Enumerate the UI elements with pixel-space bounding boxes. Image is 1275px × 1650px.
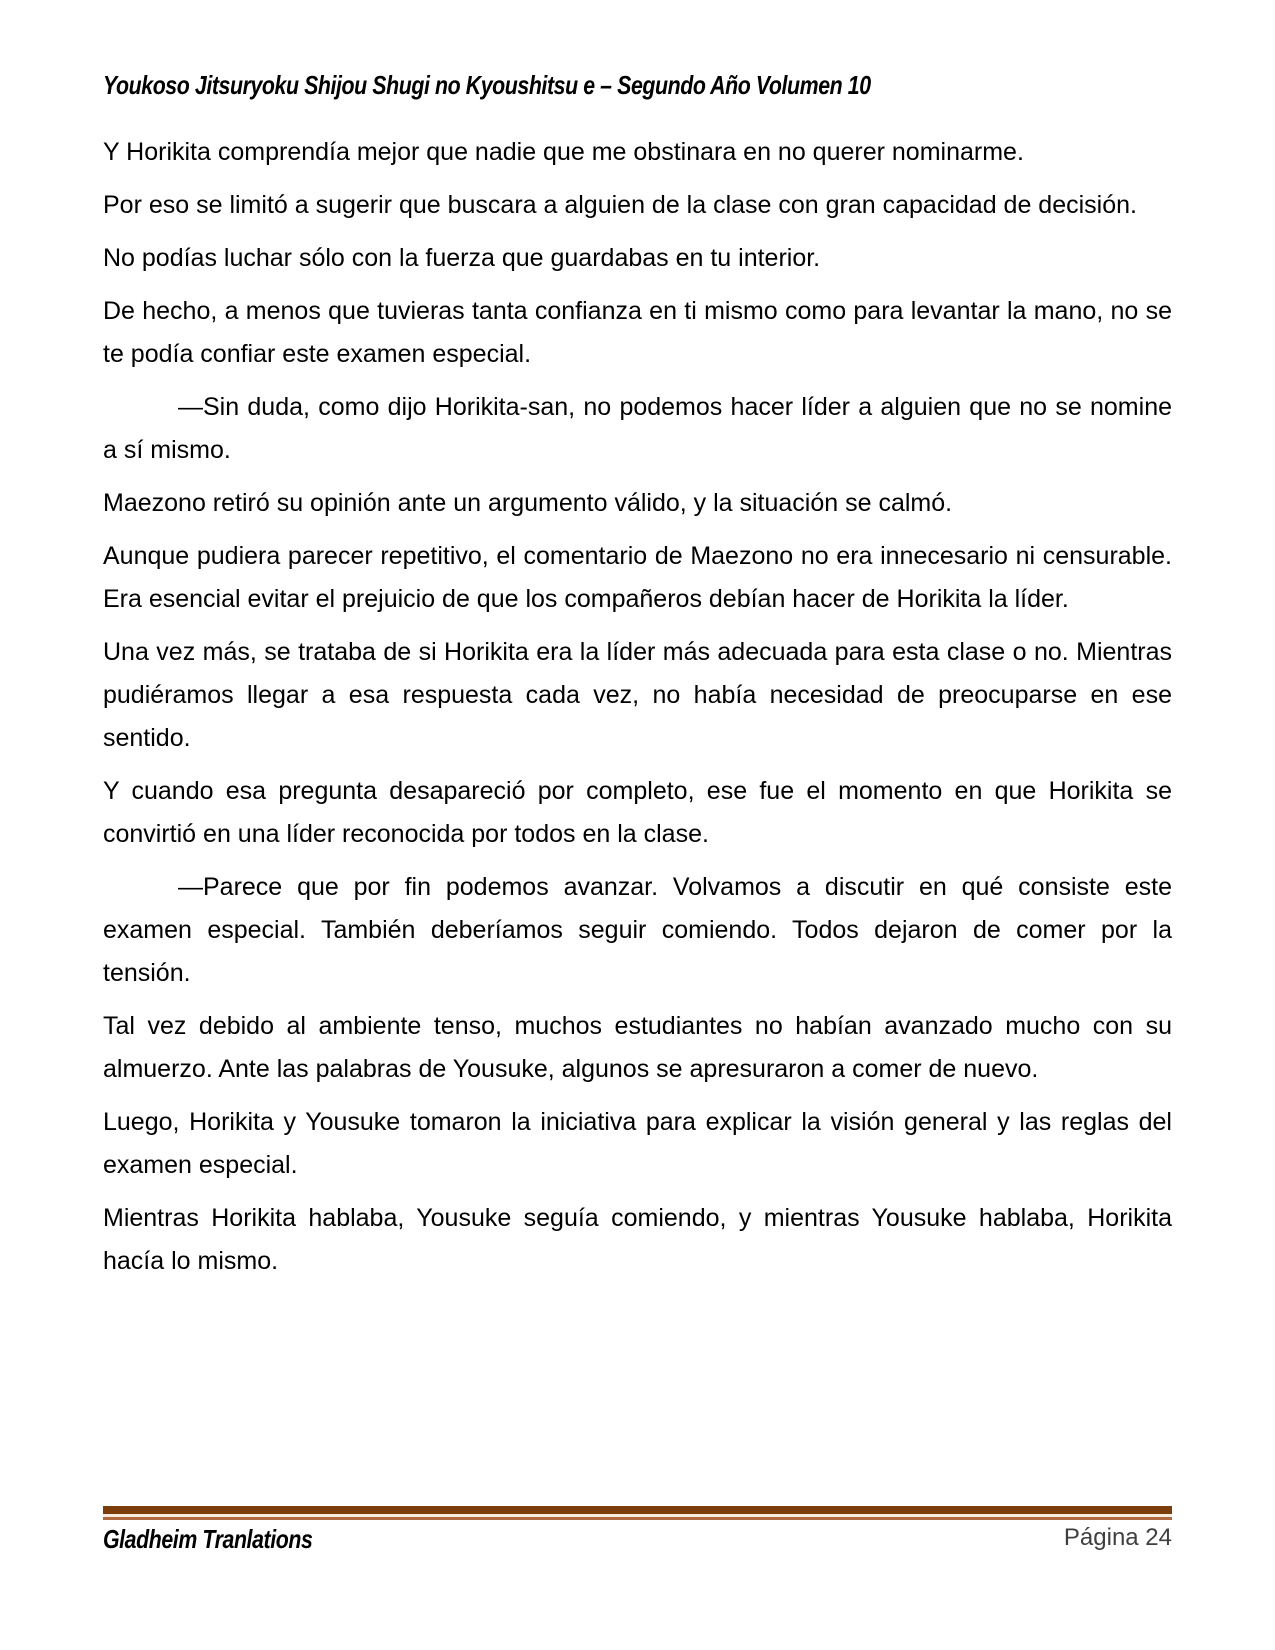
footer-rule-thin-line — [103, 1517, 1172, 1520]
paragraph: Tal vez debido al ambiente tenso, muchos estudiantes no habían avanzado mucho con su almuerzo. Ante las palabras de Yousuke, algunos se apresuraron a comer de nuevo. — [103, 1012, 1172, 1083]
page-header — [103, 70, 1172, 101]
paragraph: No podías luchar sólo con la fuerza que guardabas en tu interior. — [103, 244, 821, 272]
paragraph: Y Horikita comprendía mejor que nadie que me obstinara en no querer nominarme. — [103, 138, 1024, 166]
footer-divider-rule — [103, 1506, 1172, 1520]
footer-rule-thick-line — [103, 1506, 1172, 1514]
paragraph: Luego, Horikita y Yousuke tomaron la iniciativa para explicar la visión general y las reglas del examen especial. — [103, 1108, 1172, 1179]
paragraph: Maezono retiró su opinión ante un argumento válido, y la situación se calmó. — [103, 489, 953, 517]
document-text-body — [103, 131, 1172, 1293]
paragraph-dialogue: —Sin duda, como dijo Horikita-san, no podemos hacer líder a alguien que no se nomine a sí mismo. — [103, 393, 1172, 464]
paragraph-dialogue: —Parece que por fin podemos avanzar. Volvamos a discutir en qué consiste este examen especial. También deberíamos seguir comiendo. Todos dejaron de comer por la tensión. — [103, 873, 1172, 987]
page-footer — [103, 1524, 1172, 1555]
paragraph: Mientras Horikita hablaba, Yousuke seguía comiendo, y mientras Yousuke hablaba, Horikita hacía lo mismo. — [103, 1204, 1172, 1275]
paragraph: Por eso se limitó a sugerir que buscara a alguien de la clase con gran capacidad de decisión. — [103, 191, 1137, 219]
paragraph: Una vez más, se trataba de si Horikita era la líder más adecuada para esta clase o no. Mientras pudiéramos llegar a esa respuesta cada vez, no había necesidad de preocuparse en ese sentido. — [103, 638, 1172, 752]
header-title: Youkoso Jitsuryoku Shijou Shugi no Kyoushitsu e – Segundo Año Volumen 10 — [103, 70, 871, 100]
translator-credit: Gladheim Tranlations — [103, 1524, 313, 1554]
page-number: Página 24 — [1063, 1524, 1172, 1551]
paragraph: De hecho, a menos que tuvieras tanta confianza en ti mismo como para levantar la mano, no se te podía confiar este examen especial. — [103, 297, 1172, 368]
paragraph: Y cuando esa pregunta desapareció por completo, ese fue el momento en que Horikita se convirtió en una líder reconocida por todos en la clase. — [103, 777, 1172, 848]
paragraph: Aunque pudiera parecer repetitivo, el comentario de Maezono no era innecesario ni censurable. Era esencial evitar el prejuicio de que los compañeros debían hacer de Horikita la líder. — [103, 542, 1172, 613]
